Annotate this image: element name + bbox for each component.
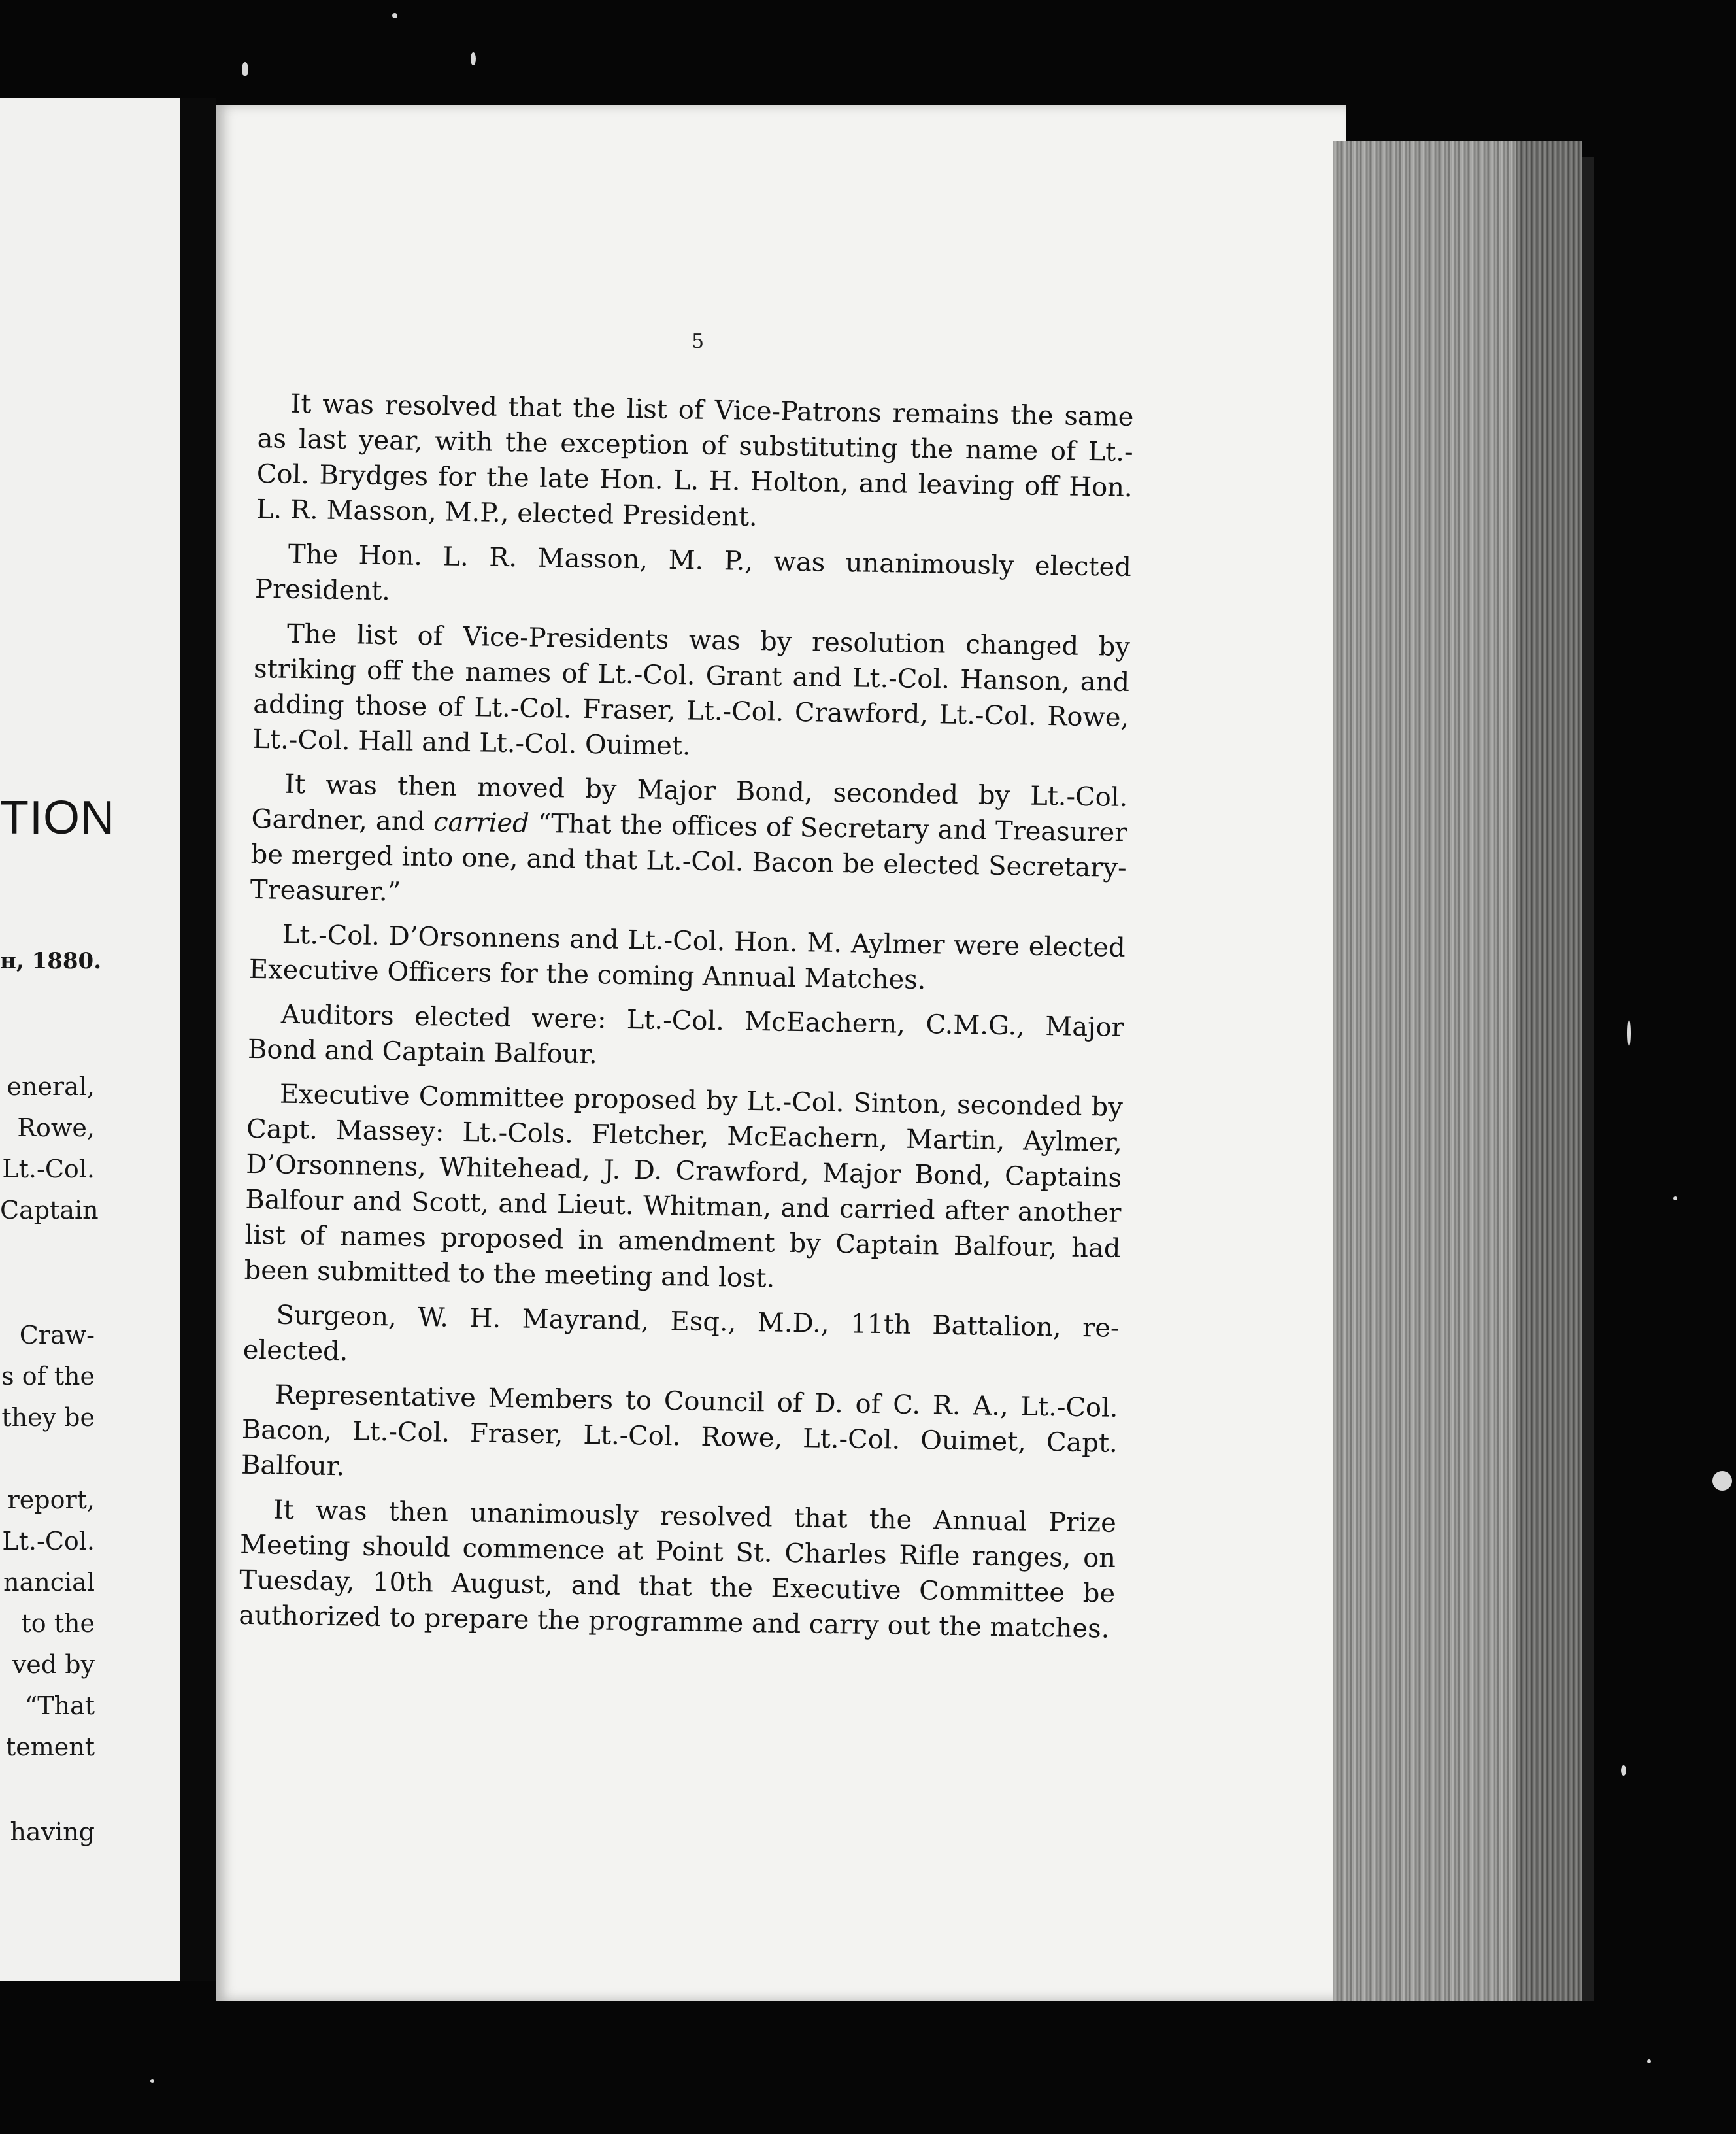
paragraph-representative-members: Representative Members to Council of D. of C. R. A., Lt.-Col. Bacon, Lt.-Col. Fraser, Lt.-Col. Rowe, Lt.-Col. Ouimet, Capt. Balfour. (241, 1380, 1118, 1482)
paragraph-auditors: Auditors elected were: Lt.-Col. McEachern, C.M.G., Major Bond and Captain Balfour. (247, 999, 1125, 1070)
dust-speck (392, 13, 397, 18)
left-page-line: Rowe, (17, 1113, 95, 1142)
book-gutter (180, 98, 216, 1981)
paragraph-secretary-treasurer (250, 766, 1127, 921)
left-page-date-fragment: н, 1880. (0, 948, 102, 974)
dust-speck (1628, 1020, 1631, 1046)
paragraph-surgeon: Surgeon, W. H. Mayrand, Esq., M.D., 11th Battalion, re-elected. (242, 1300, 1120, 1367)
dust-speck (1673, 1196, 1677, 1200)
left-page-line: s of the (1, 1362, 95, 1391)
left-page-line: Craw- (19, 1321, 95, 1349)
back-cover-edge (1582, 157, 1594, 2001)
left-page-line: report, (7, 1485, 95, 1514)
left-page-line: having (10, 1818, 95, 1846)
dust-speck (242, 62, 248, 76)
left-page-line: tement (5, 1733, 95, 1761)
left-page-line: ved by (12, 1650, 95, 1679)
paragraph-text: It was then moved by Major Bond, seconded by Lt.-Col. Gardner, and (251, 769, 1128, 838)
dust-speck (150, 2079, 154, 2083)
paragraph-president: The Hon. L. R. Masson, M. P., was unanimously elected President. (254, 539, 1132, 607)
paragraph-text: “That the offices of Secretary and Treasurer be merged into one, and that Lt.-Col. Bacon be elected Secretary-Treasurer.” (250, 808, 1127, 907)
left-page-line: to the (21, 1609, 95, 1638)
paragraph-vice-patrons: It was resolved that the list of Vice-Patrons remains the same as last year, with the exception of substituting the name of Lt.-Col. Brydges for the late Hon. L. H. Holton, and leaving off Hon. L. R. Masson, M.P., elected President. (256, 388, 1134, 533)
paragraph-annual-prize-meeting: It was then unanimously resolved that the Annual Prize Meeting should commence at Point St. Charles Rifle ranges, on Tuesday, 10th August, and that the Executive Committee be authorized to prepare the programme and carry out the matches. (239, 1495, 1117, 1644)
left-page-line: they be (1, 1403, 95, 1432)
emphasis-carried: carried (433, 807, 530, 839)
left-page-line: eneral, (7, 1072, 95, 1101)
paragraph-executive-committee: Executive Committee proposed by Lt.-Col. Sinton, seconded by Capt. Massey: Lt.-Cols. Fletcher, McEachern, Martin, Aylmer, D’Orsonnens, Whitehead, J. D. Crawford, Major Bond, Captains Balfour and Scott, and Lieut. Whitman, and carried after another list of names proposed in amendment by Captain Balfour, had been submitted to the meeting and lost. (244, 1079, 1124, 1294)
page-number: 5 (692, 330, 705, 353)
left-page-line: Lt.-Col. (2, 1527, 95, 1555)
paragraph-vice-presidents: The list of Vice-Presidents was by resolution changed by striking off the names of Lt.-Col. Grant and Lt.-Col. Hanson, and adding those of Lt.-Col. Fraser, Lt.-Col. Crawford, Lt.-Col. Rowe, Lt.-Col. Hall and Lt.-Col. Ouimet. (252, 618, 1131, 762)
page-body-text (239, 386, 1134, 1656)
dust-speck (471, 52, 476, 65)
dust-speck (1647, 2059, 1651, 2063)
page-edges-stack (1333, 141, 1582, 2001)
dust-speck (1712, 1471, 1732, 1491)
left-page-line: nancial (3, 1568, 95, 1597)
dust-speck (1621, 1765, 1626, 1776)
left-page-line: Lt.-Col. (2, 1155, 95, 1183)
left-page-line: “That (24, 1691, 95, 1720)
left-page-line: Captain (0, 1196, 99, 1225)
left-page-heading-fragment: TION (0, 792, 115, 844)
left-page-fragment (0, 98, 180, 1981)
paragraph-executive-officers: Lt.-Col. D’Orsonnens and Lt.-Col. Hon. M. Aylmer were elected Executive Officers for the coming Annual Matches. (248, 919, 1126, 996)
